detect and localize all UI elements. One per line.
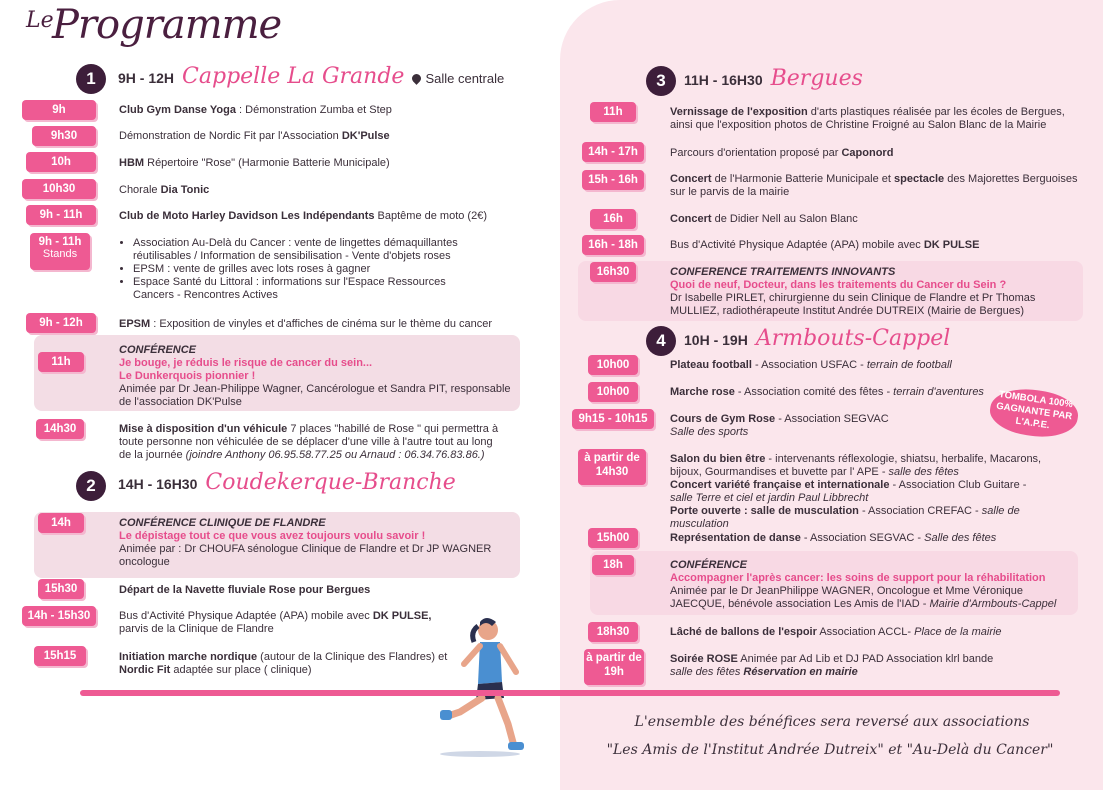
time-tag: 9h bbox=[22, 100, 96, 120]
time-tag: 9h30 bbox=[32, 126, 96, 146]
event-text: Initiation marche nordique (autour de la Clinique des Flandres) et Nordic Fit adaptée sur place ( clinique) bbox=[119, 651, 448, 676]
time-tag: 14h30 bbox=[36, 419, 84, 439]
section-1-header bbox=[118, 64, 504, 89]
time-tag: à partir de 14h30 bbox=[578, 449, 646, 485]
time-tag: 16h bbox=[590, 209, 636, 229]
time-tag: 10h00 bbox=[588, 355, 638, 375]
event-text: Chorale Dia Tonic bbox=[119, 184, 210, 196]
event-text: EPSM : Exposition de vinyles et d'affiches de cinéma sur le thème du cancer bbox=[119, 318, 493, 330]
section-1-time: 9H - 12H bbox=[118, 70, 175, 86]
section-2-number: 2 bbox=[76, 471, 106, 501]
event-text: Bus d'Activité Physique Adaptée (APA) mobile avec DK PULSE, parvis de la Clinique de Flandre bbox=[119, 610, 432, 635]
event-text: Mise à disposition d'un véhicule 7 places "habillé de Rose " qui permettra à toute personne non véhiculée de se déplacer d'une ville à l'autre tout au long de la journée (joindre Anthony 06.95.58.77.25 ou Arnaud : 06.34.76.83.86.) bbox=[119, 423, 499, 461]
conference-text: CONFÉRENCE Accompagner l'après cancer: les soins de support pour la réhabilitation Animée par le Dr JeanPhilippe WAGNER, Oncologue et Mme Véronique JAECQUE, bénévole association Les Amis de l'IAD - Mairie d'Armbouts-Cappel bbox=[670, 559, 1057, 610]
event-text: Concert de Didier Nell au Salon Blanc bbox=[670, 213, 858, 225]
event-text: Bus d'Activité Physique Adaptée (APA) mobile avec DK PULSE bbox=[670, 239, 980, 251]
footer-line-1: L'ensemble des bénéfices sera reversé aux associations bbox=[634, 714, 1030, 730]
title-prefix: Le bbox=[26, 8, 54, 33]
event-text: Club Gym Danse Yoga : Démonstration Zumba et Step bbox=[119, 104, 392, 116]
section-1-number: 1 bbox=[76, 64, 106, 94]
time-tag: 10h bbox=[26, 152, 96, 172]
section-3-number: 3 bbox=[646, 66, 676, 96]
event-text: Départ de la Navette fluviale Rose pour Bergues bbox=[119, 584, 371, 596]
event-text: Représentation de danse - Association SEGVAC - Salle des fêtes bbox=[670, 532, 997, 544]
time-tag: à partir de 19h bbox=[584, 649, 644, 685]
conference-text: CONFERENCE TRAITEMENTS INNOVANTS Quoi de neuf, Docteur, dans les traitements du Cancer du Sein ? Dr Isabelle PIRLET, chirurgienne du sein Clinique de Flandre et Pr Thomas MULLIEZ, radiothérapeute Institut Andrée DUTREIX (Mairie de Bergues) bbox=[670, 266, 1036, 317]
event-text: Salon du bien être - intervenants réflexologie, shiatsu, herbalife, Macarons, bijoux, Gourmandises et buvette par l' APE - salle des fêtes Concert variété française et internationale - Association Club Guitare - salle Terre et ciel et jardin Paul Libbrecht Porte ouverte : salle de musculation - Association CREFAC - salle de musculation bbox=[670, 453, 1042, 530]
time-tag: 15h - 16h bbox=[582, 170, 644, 190]
page-title: Programme bbox=[52, 2, 282, 48]
event-text: HBM Répertoire "Rose" (Harmonie Batterie Municipale) bbox=[119, 157, 390, 169]
conference-text: CONFÉRENCE Je bouge, je réduis le risque de cancer du sein... Le Dunkerquois pionnier ! Animée par Dr Jean-Philippe Wagner, Cancérologue et Sandra PIT, responsable de l'association DK'Pulse bbox=[119, 344, 511, 408]
time-tag: 11h bbox=[38, 352, 84, 372]
section-4-time: 10H - 19H bbox=[684, 332, 748, 348]
time-tag: 15h15 bbox=[34, 646, 86, 666]
time-tag: 18h bbox=[592, 555, 634, 575]
section-4-place: Armbouts-Cappel bbox=[755, 326, 951, 351]
runner-illustration bbox=[430, 612, 540, 762]
section-2-place: Coudekerque-Branche bbox=[205, 470, 456, 495]
time-tag: 15h30 bbox=[38, 579, 84, 599]
time-tag: 9h - 12h bbox=[26, 313, 96, 333]
time-tag: 14h bbox=[38, 513, 84, 533]
time-tag: 10h00 bbox=[588, 382, 638, 402]
section-4-header bbox=[684, 326, 950, 351]
event-text: Cours de Gym Rose - Association SEGVAC Salle des sports bbox=[670, 413, 889, 438]
event-text: Concert de l'Harmonie Batterie Municipale et spectacle des Majorettes Berguoises sur le parvis de la mairie bbox=[670, 173, 1078, 198]
event-text: Lâché de ballons de l'espoir Association ACCL- Place de la mairie bbox=[670, 626, 1002, 638]
time-tag: 9h - 11h bbox=[26, 205, 96, 225]
time-tag: 18h30 bbox=[588, 622, 638, 642]
section-2-time: 14H - 16H30 bbox=[118, 476, 198, 492]
section-1-location: Salle centrale bbox=[412, 71, 504, 86]
stand-item: • Association Au-Delà du Cancer : vente de lingettes démaquillantes réutilisables / Information de sensibilisation - Vente d'objets roses bbox=[133, 237, 484, 263]
time-tag: 15h00 bbox=[588, 528, 638, 548]
stands-list bbox=[119, 237, 484, 302]
time-tag: 14h - 17h bbox=[582, 142, 644, 162]
finish-ribbon bbox=[80, 690, 1060, 696]
section-3-time: 11H - 16H30 bbox=[684, 72, 763, 88]
stand-item: • EPSM : vente de grilles avec lots roses à gagner bbox=[133, 263, 484, 276]
footer-line-2: "Les Amis de l'Institut Andrée Dutreix" et "Au-Delà du Cancer" bbox=[606, 742, 1054, 758]
time-tag: 10h30 bbox=[22, 179, 96, 199]
event-text: Démonstration de Nordic Fit par l'Association DK'Pulse bbox=[119, 130, 390, 142]
event-text: Parcours d'orientation proposé par Caponord bbox=[670, 147, 894, 159]
event-text: Soirée ROSE Animée par Ad Lib et DJ PAD Association klrl bande salle des fêtes Réservation en mairie bbox=[670, 653, 994, 678]
tombola-badge: TOMBOLA 100% GAGNANTE PAR L'A.P.E. bbox=[987, 384, 1081, 442]
time-tag: 16h - 18h bbox=[582, 235, 644, 255]
section-2-header bbox=[118, 470, 456, 495]
time-tag-stands: 9h - 11h Stands bbox=[30, 233, 90, 270]
event-text: Marche rose - Association comité des fêtes - terrain d'aventures bbox=[670, 386, 984, 398]
section-4-number: 4 bbox=[646, 326, 676, 356]
section-3-header bbox=[684, 66, 863, 91]
section-3-place: Bergues bbox=[770, 66, 863, 91]
time-tag: 11h bbox=[590, 102, 636, 122]
event-text: Vernissage de l'exposition d'arts plastiques réalisée par les écoles de Bergues, ainsi que l'exposition photos de Christine Froigné au Salon Blanc de la Mairie bbox=[670, 106, 1065, 131]
time-tag: 14h - 15h30 bbox=[22, 606, 96, 626]
stand-item: • Espace Santé du Littoral : informations sur l'Espace Ressources Cancers - Rencontres Actives bbox=[133, 276, 484, 302]
event-text: Plateau football - Association USFAC - terrain de football bbox=[670, 359, 952, 371]
section-1-place: Cappelle La Grande bbox=[182, 64, 405, 89]
time-tag: 16h30 bbox=[590, 262, 636, 282]
event-text: Club de Moto Harley Davidson Les Indépendants Baptême de moto (2€) bbox=[119, 210, 487, 222]
location-pin-icon bbox=[411, 72, 424, 85]
time-tag: 9h15 - 10h15 bbox=[572, 409, 654, 429]
conference-text: CONFÉRENCE CLINIQUE DE FLANDRE Le dépistage tout ce que vous avez toujours voulu savoir ! Animée par : Dr CHOUFA sénologue Clinique de Flandre et Dr JP WAGNER oncologue bbox=[119, 517, 492, 568]
